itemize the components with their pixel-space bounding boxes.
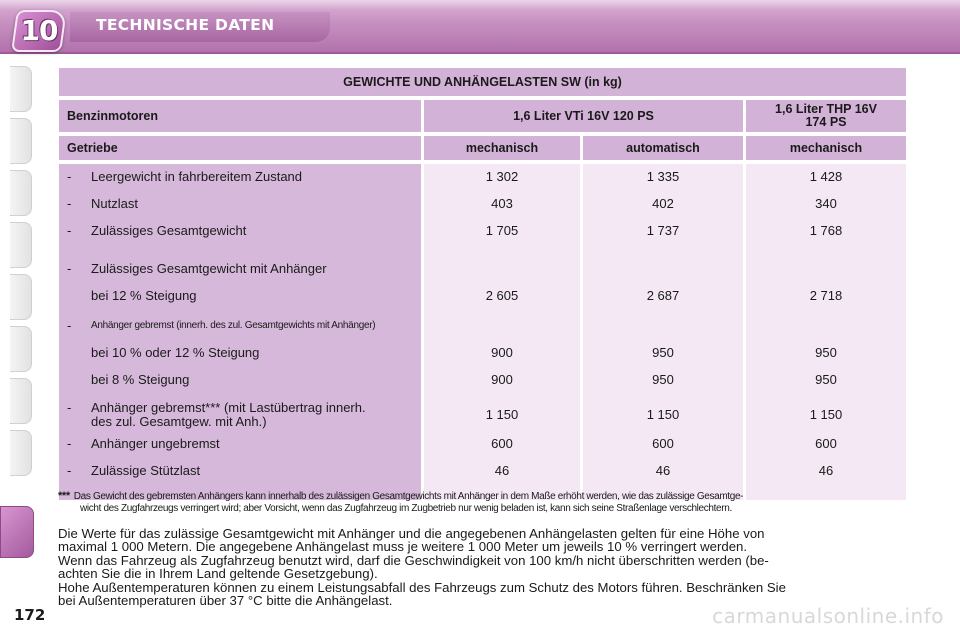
row-label-text: Leergewicht in fahrbereitem Zustand [91, 169, 303, 184]
values-row [59, 164, 906, 500]
side-tab-4[interactable] [10, 222, 32, 268]
side-tab-2[interactable] [10, 118, 32, 164]
table-cell-value: 1 768 [809, 223, 843, 238]
table-cell-value [432, 262, 572, 289]
side-tab-7[interactable] [10, 378, 32, 424]
table-cell-value: 1 150 [809, 407, 843, 422]
engine-2-line2: 174 PS [805, 115, 847, 129]
row-dash: - [67, 196, 72, 211]
weights-table [56, 64, 909, 504]
row-dash: - [67, 223, 72, 238]
table-row-label [67, 346, 413, 373]
table-cell-value: 2 605 [485, 288, 519, 303]
table-cell-value: 2 687 [646, 288, 680, 303]
row-label [91, 224, 413, 238]
chapter-number: 10 [20, 14, 58, 47]
gearbox-row [59, 136, 906, 160]
table-cell-value: 600 [491, 436, 513, 451]
values-column-1 [424, 164, 580, 500]
paragraph-line2: maximal 1 000 Metern. Die angegebene Anhängelast muss je weitere 1 000 Meter um jeweils 10 % verringert werden. [58, 539, 748, 555]
table-row-label [67, 289, 413, 319]
info-paragraph [58, 527, 906, 607]
table-row-label [67, 224, 413, 262]
table-row-label [67, 437, 413, 464]
engine-2 [746, 100, 906, 132]
paragraph-line4: achten Sie die in Ihrem Land geltende Gesetzgebung). [58, 566, 378, 582]
table-row-label [67, 197, 413, 224]
row-dash: - [67, 261, 72, 276]
row-label [91, 346, 413, 360]
page-title: TECHNISCHE DATEN [96, 16, 275, 34]
side-tab-8[interactable] [10, 430, 32, 476]
paragraph-line5: Hohe Außentemperaturen können zu einem Leistungsabfall des Fahrzeugs zum Schutz des Motors führen. Beschränken Sie [58, 579, 786, 595]
row-dash: - [67, 436, 72, 451]
values-column-2 [583, 164, 743, 500]
table-row-label [67, 401, 413, 437]
footnote-mark: *** [58, 490, 70, 502]
table-cell-value: 1 737 [646, 223, 680, 238]
row-label [91, 319, 413, 333]
table-cell-value [591, 319, 735, 346]
table-cell-value: 950 [652, 372, 674, 387]
gearbox-col-1: mechanisch [424, 136, 580, 160]
row-label-text: bei 8 % Steigung [91, 372, 190, 387]
paragraph-line6: bei Außentemperaturen über 37 °C bitte die Anhängelast. [58, 593, 393, 609]
table-cell-value: 950 [652, 345, 674, 360]
table-cell-value: 900 [491, 345, 513, 360]
row-label [91, 464, 413, 478]
table-cell-value: 403 [491, 196, 513, 211]
table-cell-value: 340 [815, 196, 837, 211]
side-tab-5[interactable] [10, 274, 32, 320]
table-cell-value: 950 [815, 345, 837, 360]
table-cell-value [591, 262, 735, 289]
table-cell-value [754, 262, 898, 289]
row-label-text: Anhänger gebremst (innerh. des zul. Gesamtgewichts mit Anhänger) [91, 320, 376, 331]
row-dash: - [67, 318, 72, 333]
engine-label: Benzinmotoren [59, 100, 421, 132]
side-tab-6[interactable] [10, 326, 32, 372]
table-row-label [67, 319, 413, 346]
table-row-label [67, 373, 413, 401]
table-title-row [59, 68, 906, 96]
paragraph-line1: Die Werte für das zulässige Gesamtgewicht mit Anhänger und die angegebenen Anhängelasten gelten für eine Höhe von [58, 526, 765, 541]
row-label-text: Zulässige Stützlast [91, 463, 201, 478]
table-cell-value: 1 150 [485, 407, 519, 422]
table-cell-value: 2 718 [809, 288, 843, 303]
header-shine [0, 0, 960, 10]
side-tab-3[interactable] [10, 170, 32, 216]
row-label [91, 170, 413, 184]
table-row-label [67, 262, 413, 289]
gearbox-col-3: mechanisch [746, 136, 906, 160]
gearbox-col-2: automatisch [583, 136, 743, 160]
gearbox-label: Getriebe [59, 136, 421, 160]
table-cell-value: 1 150 [646, 407, 680, 422]
table-cell-value: 1 302 [485, 169, 519, 184]
row-dash: - [67, 169, 72, 184]
row-label-text: Anhänger ungebremst [91, 436, 220, 451]
table-cell-value [432, 319, 572, 346]
table-cell-value [754, 319, 898, 346]
footnote-line2: wicht des Zugfahrzeugs verringert wird; aber Vorsicht, wenn das Zugfahrzeug im Zugbetrieb nur wenig beladen ist, kann sich seine Straßenlage verschlechtern. [80, 503, 732, 514]
table-cell-value: 950 [815, 372, 837, 387]
table-cell-value: 900 [491, 372, 513, 387]
row-label [91, 401, 413, 429]
watermark: carmanualsonline.info [712, 604, 944, 628]
row-label [91, 197, 413, 211]
row-label-text: bei 12 % Steigung [91, 288, 197, 303]
table-cell-value: 46 [655, 463, 671, 478]
table-row-label [67, 464, 413, 492]
side-tab-active[interactable] [0, 506, 34, 558]
row-label [91, 437, 413, 451]
table-cell-value: 1 705 [485, 223, 519, 238]
row-dash: - [67, 463, 72, 478]
row-label-text-2: des zul. Gesamtgew. mit Anh.) [91, 414, 267, 429]
footnote-line1: Das Gewicht des gebremsten Anhängers kann innerhalb des zulässigen Gesamtgewichts mit Anhänger in dem Maße erhöht werden, wie das zulässige Gesamtge- [73, 491, 744, 502]
engine-2-line1: 1,6 Liter THP 16V [775, 102, 877, 116]
row-label-text: Anhänger gebremst*** (mit Lastübertrag innerh. [91, 400, 366, 415]
values-column-3 [746, 164, 906, 500]
row-label [91, 262, 413, 276]
table-cell-value: 600 [815, 436, 837, 451]
paragraph-line3: Wenn das Fahrzeug als Zugfahrzeug benutzt wird, darf die Geschwindigkeit von 100 km/h nicht überschritten werden (be- [58, 552, 769, 568]
row-label [91, 373, 413, 387]
engine-1: 1,6 Liter VTi 16V 120 PS [424, 100, 743, 132]
labels-column [59, 164, 421, 500]
row-label-text: bei 10 % oder 12 % Steigung [91, 345, 260, 360]
row-label-text: Nutzlast [91, 196, 138, 211]
table-cell-value: 46 [818, 463, 834, 478]
row-label-text: Zulässiges Gesamtgewicht [91, 223, 247, 238]
table-title: GEWICHTE UND ANHÄNGELASTEN SW (in kg) [59, 68, 906, 96]
table-cell-value: 600 [652, 436, 674, 451]
engine-row [59, 100, 906, 132]
row-dash: - [67, 400, 72, 415]
table-cell-value: 1 428 [809, 169, 843, 184]
row-label-text: Zulässiges Gesamtgewicht mit Anhänger [91, 261, 327, 276]
side-tabs [0, 66, 34, 578]
row-label [91, 289, 413, 303]
side-tab-1[interactable] [10, 66, 32, 112]
table-cell-value: 402 [652, 196, 674, 211]
table-cell-value: 46 [494, 463, 510, 478]
page-number: 172 [14, 606, 46, 624]
table-row-label [67, 170, 413, 197]
footnote [58, 490, 906, 515]
table-cell-value: 1 335 [646, 169, 680, 184]
